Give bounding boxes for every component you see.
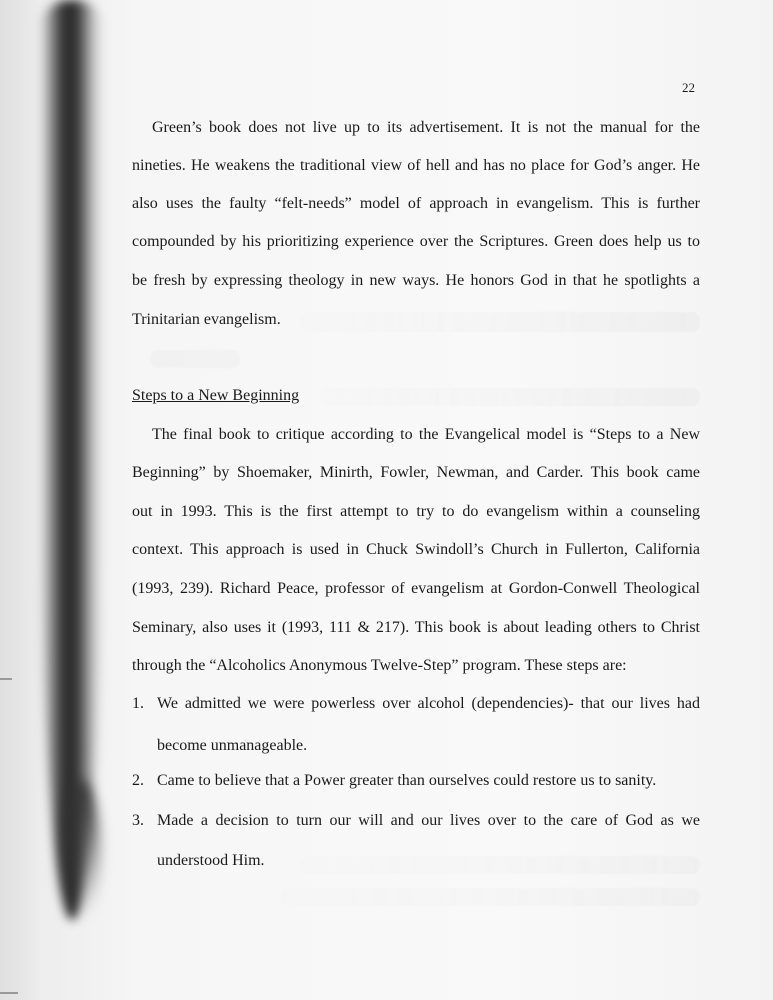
binding-shadow-tail — [60, 780, 100, 920]
paragraph-2-line: (1993, 239). Richard Peace, professor of evangelism at Gordon-Conwell Theological — [132, 580, 700, 597]
bleed-through-decoration — [280, 888, 700, 906]
paragraph-2-line: The final book to critique according to the Evangelical model is “Steps to a New — [152, 426, 700, 443]
paragraph-1-line: Trinitarian evangelism. — [132, 311, 281, 328]
step-number: 2. — [132, 772, 144, 789]
page-edge-shadow — [0, 0, 40, 1000]
paragraph-1-line: nineties. He weakens the traditional view of hell and has no place for God’s anger. He — [132, 157, 700, 174]
scan-mark — [0, 678, 12, 680]
step-text-line: Made a decision to turn our will and our lives over to the care of God as we — [157, 812, 700, 829]
paragraph-2-line: Seminary, also uses it (1993, 111 & 217). This book is about leading others to Christ — [132, 619, 700, 636]
step-text-line: We admitted we were powerless over alcohol (dependencies)- that our lives had — [157, 695, 700, 712]
paragraph-1-line: compounded by his prioritizing experience over the Scriptures. Green does help us to — [132, 233, 700, 250]
paragraph-2-line: out in 1993. This is the first attempt to try to do evangelism within a counseling — [132, 503, 700, 520]
paragraph-2-line: through the “Alcoholics Anonymous Twelve-Step” program. These steps are: — [132, 657, 627, 674]
step-text-line: become unmanageable. — [157, 737, 308, 754]
step-text-line: Came to believe that a Power greater than ourselves could restore us to sanity. — [157, 772, 657, 789]
step-text-line: understood Him. — [157, 852, 265, 869]
section-heading: Steps to a New Beginning — [132, 387, 300, 404]
page-number: 22 — [682, 80, 695, 95]
binding-shadow — [40, 0, 104, 920]
scan-mark — [0, 992, 18, 994]
paragraph-1-line: also uses the faulty “felt-needs” model of approach in evangelism. This is further — [132, 195, 700, 212]
paragraph-2-line: Beginning” by Shoemaker, Minirth, Fowler, Newman, and Carder. This book came — [132, 464, 700, 481]
paragraph-2-line: context. This approach is used in Chuck Swindoll’s Church in Fullerton, California — [132, 541, 700, 558]
bleed-through-decoration — [300, 856, 700, 874]
bleed-through-decoration — [150, 350, 240, 368]
bleed-through-decoration — [300, 312, 700, 332]
bleed-through-decoration — [320, 388, 700, 406]
paragraph-1-line: Green’s book does not live up to its advertisement. It is not the manual for the — [152, 119, 700, 136]
step-number: 3. — [132, 812, 144, 829]
step-number: 1. — [132, 695, 144, 712]
paragraph-1-line: be fresh by expressing theology in new ways. He honors God in that he spotlights a — [132, 272, 700, 289]
